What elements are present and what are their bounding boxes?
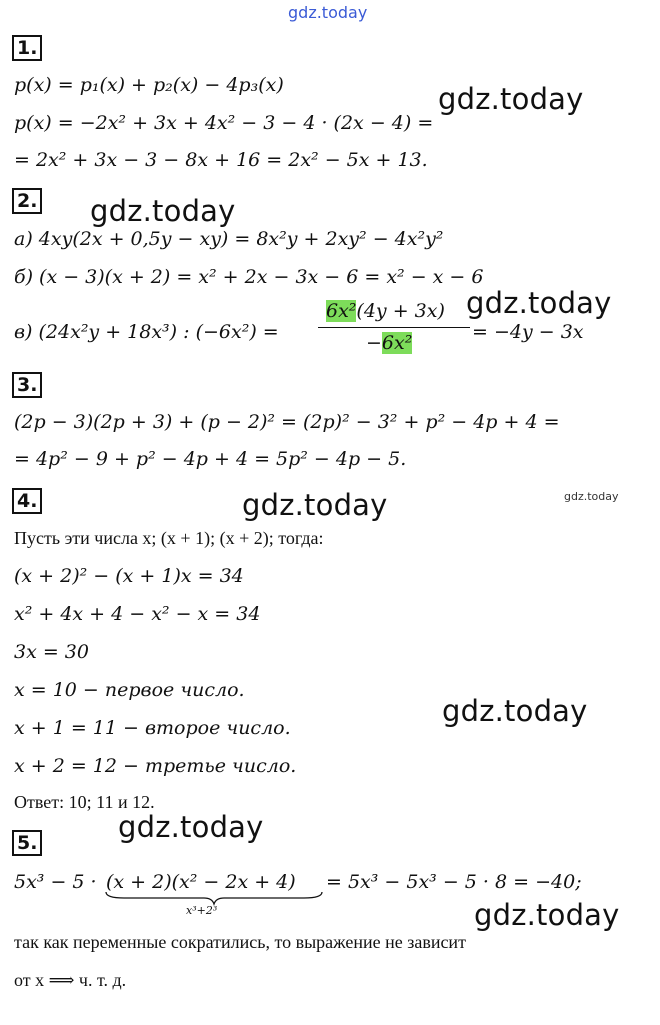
fraction [300,300,480,360]
watermark: gdz.today [438,82,584,116]
task-number: 1. [12,35,42,61]
equation-line: (x + 2)(x² − 2x + 4) [106,871,296,893]
watermark-small: gdz.today [564,490,619,503]
highlight: 6x² [326,300,357,322]
fraction-denominator: −6x² [366,332,413,354]
equation-line: = −4y − 3x [472,321,584,343]
equation-line: 3x = 30 [14,641,89,663]
watermark: gdz.today [442,694,588,728]
equation-line: (2p − 3)(2p + 3) + (p − 2)² = (2p)² − 3² + p² − 4p + 4 = [14,411,560,433]
watermark: gdz.today [90,194,236,228]
equation-line: в) (24x²y + 18x³) : (−6x²) = [14,321,279,343]
fraction-bar [318,327,470,328]
text-line: от x ⟹ ч. т. д. [14,970,127,990]
highlight: 6x² [381,332,413,354]
equation-line: б) (x − 3)(x + 2) = x² + 2x − 3x − 6 = x² − x − 6 [14,266,484,288]
watermark-top: gdz.today [288,3,368,22]
equation-line: x² + 4x + 4 − x² − x = 34 [14,603,261,625]
watermark: gdz.today [242,488,388,522]
equation-line: 5x³ − 5 · [14,871,97,893]
task-number: 3. [12,372,42,398]
equation-line: = 2x² + 3x − 3 − 8x + 16 = 2x² − 5x + 13. [14,149,428,171]
task-number: 4. [12,488,42,514]
task-number: 2. [12,188,42,214]
equation-line: = 4p² − 9 + p² − 4p + 4 = 5p² − 4p − 5. [14,448,407,470]
underbrace-label: x³+2³ [186,904,218,917]
watermark: gdz.today [118,810,264,844]
fraction-numerator: 6x²(4y + 3x) [326,300,445,322]
equation-line: x = 10 − первое число. [14,679,245,701]
task-number: 5. [12,830,42,856]
watermark: gdz.today [474,898,620,932]
equation-line: x + 2 = 12 − третье число. [14,755,297,777]
text-line: Пусть эти числа x; (x + 1); (x + 2); тогда: [14,528,324,548]
equation-line: а) 4xy(2x + 0,5y − xy) = 8x²y + 2xy² − 4x²y² [14,228,444,250]
watermark: gdz.today [466,286,612,320]
equation-line: (x + 2)² − (x + 1)x = 34 [14,565,244,587]
equation-line: x + 1 = 11 − второе число. [14,717,291,739]
answer-line: Ответ: 10; 11 и 12. [14,792,155,812]
equation-line: p(x) = −2x² + 3x + 4x² − 3 − 4 · (2x − 4) = [14,112,434,134]
text-line: так как переменные сократились, то выражение не зависит [14,932,466,952]
equation-line: = 5x³ − 5x³ − 5 · 8 = −40; [326,871,582,893]
equation-line: p(x) = p₁(x) + p₂(x) − 4p₃(x) [14,74,284,96]
